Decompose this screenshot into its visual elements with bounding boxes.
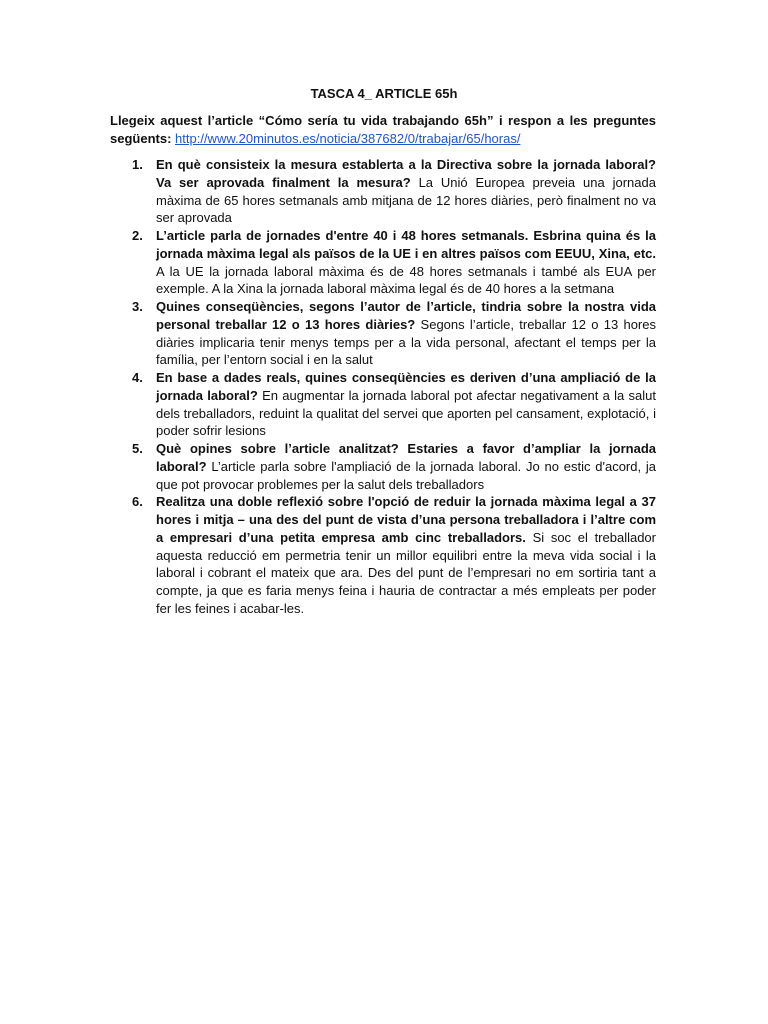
question-item xyxy=(110,369,656,440)
question-number: 3. xyxy=(132,299,143,314)
question-item xyxy=(110,227,656,298)
article-link[interactable]: http://www.20minutos.es/noticia/387682/0/trabajar/65/horas/ xyxy=(175,131,521,146)
question-text: Quines conseqüències, segons l’autor de l’article, tindria sobre la nostra vida personal treballar 12 o 13 hores diàries? xyxy=(156,299,656,332)
question-item xyxy=(110,298,656,369)
question-text: Realitza una doble reflexió sobre l'opció de reduir la jornada màxima legal a 37 hores i mitja – una des del punt de vista d’una persona treballadora i l’altre com a empresari d’una petita empresa amb cinc treballadors. xyxy=(156,494,656,545)
question-number: 1. xyxy=(132,157,143,172)
answer-text: Segons l’article, treballar 12 o 13 hores diàries implicaria tenir menys temps per a la vida personal, afectant el temps per la família, per l’entorn social i en la salut xyxy=(156,316,656,368)
question-number: 4. xyxy=(132,370,143,385)
answer-text: L’article parla sobre l'ampliació de la jornada laboral. Jo no estic d'acord, ja que pot provocar problemes per la salut dels treballadors xyxy=(156,458,657,492)
question-number: 6. xyxy=(132,494,143,510)
intro-paragraph xyxy=(110,112,656,148)
answer-text: La Unió Europea preveia una jornada màxima de 65 hores setmanals amb mitjana de 12 hores diàries, però finalment no va ser aprovada xyxy=(156,174,656,226)
answer-text: A la UE la jornada laboral màxima és de 48 hores setmanals i també als EUA per exemple. A la Xina la jornada laboral màxima legal és de 40 hores a la setmana xyxy=(156,263,656,297)
question-text: En què consisteix la mesura establerta a la Directiva sobre la jornada laboral? Va ser aprovada finalment la mesura? xyxy=(156,157,656,190)
question-item xyxy=(110,156,656,227)
question-text: L’article parla de jornades d'entre 40 i 48 hores setmanals. Esbrina quina és la jornada màxima legal als països de la UE i en altres països com EEUU, Xina, etc. xyxy=(156,228,656,261)
answer-text: En augmentar la jornada laboral pot afectar negativament a la salut dels treballadors, reduint la qualitat del servei que aporten pel cansament, explotació, i poder sofrir lesions xyxy=(156,387,656,439)
answer-text: Si soc el treballador aquesta reducció em permetria tenir un millor equilibri entre la meva vida social i la laboral i cobrant el mateix que ara. Des del punt de l’empresari no em sortiria tant a compte, ja que es faria menys feina i hauria de contractar a més empleats per poder fer les feines i acabar-les. xyxy=(156,529,656,616)
question-item xyxy=(110,440,656,493)
question-number: 5. xyxy=(132,441,143,456)
question-number: 2. xyxy=(132,228,143,243)
document-title: TASCA 4_ ARTICLE 65h xyxy=(310,86,458,101)
intro-text: Llegeix aquest l’article “Cómo sería tu vida trabajando 65h” i respon a les preguntes següents: xyxy=(110,113,656,146)
question-item xyxy=(110,493,656,617)
questions-list xyxy=(110,156,656,618)
question-text: En base a dades reals, quines conseqüències es deriven d’una ampliació de la jornada laboral? xyxy=(156,370,656,403)
question-text: Què opines sobre l’article analitzat? Estaries a favor d’ampliar la jornada laboral? xyxy=(156,441,656,474)
